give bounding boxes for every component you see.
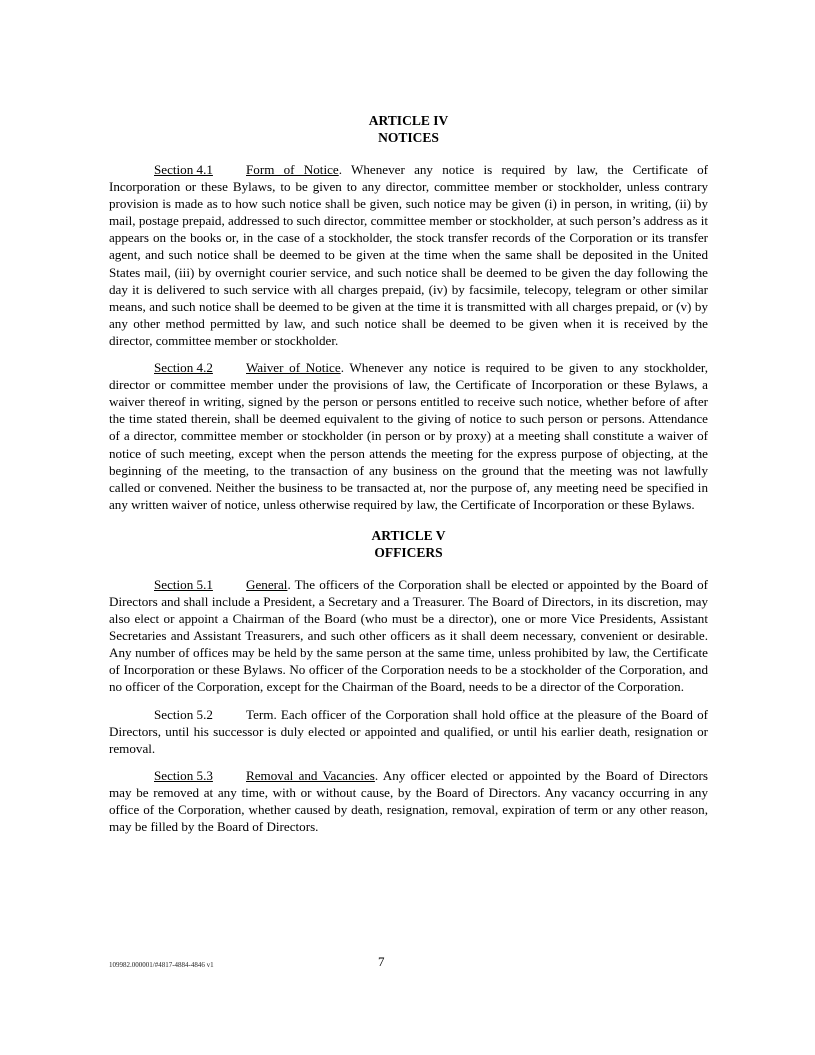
section-number: Section 4.1 <box>154 162 213 177</box>
article-subheading: OFFICERS <box>374 544 443 560</box>
section-4-1 <box>109 161 708 349</box>
section-5-3 <box>109 767 708 835</box>
article-subheading: NOTICES <box>378 130 439 145</box>
section-number: Section 5.3 <box>154 767 213 783</box>
article-v <box>109 527 708 835</box>
section-body: . The officers of the Corporation shall be elected or appointed by the Board of Directors and shall include a President, a Secretary and a Treasurer. The Board of Directors, in its discretion, may also elect or appoint a Chairman of the Board (who must be a director), one or more Vice Presidents, Assistant Secretaries and Assistant Treasurers, and such other officers as it shall deem necessary, convenient or desirable. Any number of offices may be held by the same person at the same time, unless prohibited by law, the Certificate of Incorporation or these Bylaws. No officer of the Corporation needs to be a stockholder of the Corporation, and no officer of the Corporation, except for the Chairman of the Board, needs to be a director of the Corporation. <box>109 576 708 695</box>
section-number: Section 5.2 <box>154 706 213 722</box>
section-body: . Whenever any notice is required to be given to any stockholder, director or committee member under the provisions of law, the Certificate of Incorporation or these Bylaws, a waiver thereof in writing, signed by the person or persons entitled to receive such notice, whether before of after the time stated therein, shall be deemed equivalent to the giving of notice to such person or persons. Attendance of a director, committee member or stockholder (in person or by proxy) at a meeting shall constitute a waiver of notice of such meeting, except when the person attends the meeting for the express purpose of objecting, at the beginning of the meeting, to the transaction of any business on the ground that the meeting was not lawfully called or convened. Neither the business to be transacted at, nor the purpose of, any meeting need be specified in any written waiver of notice, unless otherwise required by law, the Certificate of Incorporation or these Bylaws. <box>109 360 708 512</box>
page-number: 7 <box>378 954 385 969</box>
section-title: Term <box>246 706 274 722</box>
section-body: . Each officer of the Corporation shall hold office at the pleasure of the Board of Directors, until his successor is duly elected or appointed and qualified, or until his earlier death, resignation or removal. <box>109 706 708 756</box>
document-id: 109982.000001/#4817-4884-4846 v1 <box>109 961 214 969</box>
section-title: Removal and Vacancies <box>246 767 375 783</box>
article-iv <box>109 112 708 513</box>
section-title: Waiver of Notice <box>246 360 341 376</box>
section-title: Form of Notice <box>246 162 339 177</box>
section-body: . Whenever any notice is required by law, the Certificate of Incorporation or these Bylaws, to be given to any director, committee member or stockholder, unless contrary provision is made as to how such notice shall be given, such notice may be given (i) in person, in writing, (ii) by mail, postage prepaid, addressed to such director, committee member or stockholder, at such person’s address as it appears on the books or, in the case of a stockholder, the stock transfer records of the Corporation or its transfer agent, and such notice shall be deemed to be given at the time when the same shall be deposited in the United States mail, (iii) by overnight courier service, and such notice shall be deemed to be given the day following the day it is delivered to such service with all charges prepaid, (iv) by facsimile, telecopy, telegram or other similar means, and such notice shall be deemed to be given at the time it is transmitted with all charges prepaid, or (v) by any other method permitted by law, and such notice shall be deemed to be given when it is received by the director, committee member or stockholder. <box>109 162 708 348</box>
section-number: Section 5.1 <box>154 576 213 592</box>
article-heading: ARTICLE IV <box>368 113 449 128</box>
section-number: Section 4.2 <box>154 360 213 376</box>
section-5-1 <box>109 576 708 696</box>
section-4-2 <box>109 359 708 513</box>
section-body: . Any officer elected or appointed by the Board of Directors may be removed at any time, with or without cause, by the Board of Directors. Any vacancy occurring in any office of the Corporation, whether caused by death, resignation, removal, expiration of term or any other reason, may be filled by the Board of Directors. <box>109 767 708 835</box>
section-title: General <box>246 576 288 592</box>
article-heading: ARTICLE V <box>371 527 446 543</box>
document-page <box>109 112 708 845</box>
section-5-2 <box>109 706 708 757</box>
